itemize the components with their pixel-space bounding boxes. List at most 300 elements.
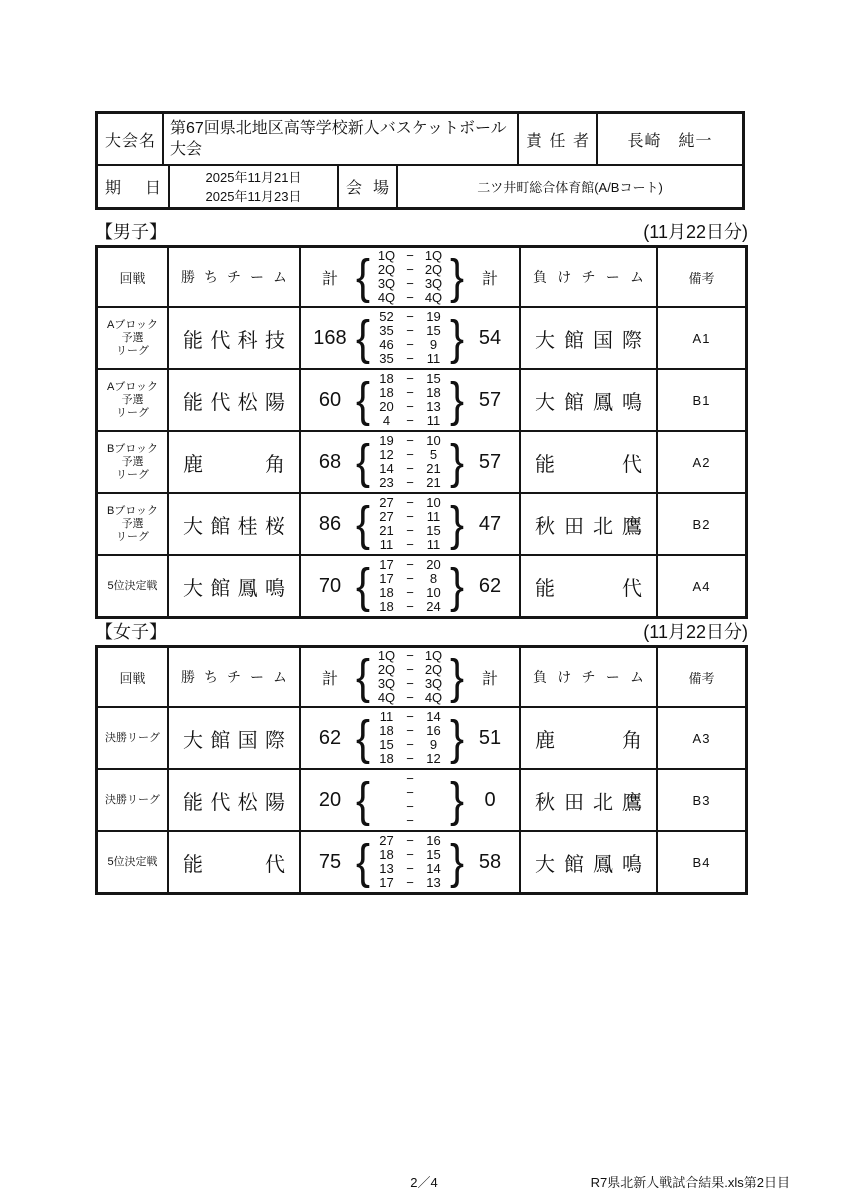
score-cell [301, 770, 521, 830]
winner-name: 大館桂桜 [183, 515, 285, 538]
winner-total: 62 [318, 726, 342, 749]
loser-name: 大館鳳鳴 [535, 853, 642, 876]
loser-cell [521, 308, 658, 368]
score-dash: − [406, 309, 414, 324]
note-header-cell [658, 648, 745, 706]
quarter-winner-score: 18 [379, 585, 394, 600]
score-cell [301, 708, 521, 768]
quarter-scores [373, 649, 447, 705]
winner-total: 70 [318, 574, 342, 597]
score-dash: − [406, 662, 414, 677]
tournament-info-table [95, 111, 745, 210]
quarter-loser-score: 4Q [424, 290, 443, 305]
round-line: 予選 [121, 455, 144, 468]
loser-header-cell [521, 648, 658, 706]
score-dash: − [406, 351, 414, 366]
quarter-loser-score: 16 [426, 723, 441, 738]
quarter-loser-score: 11 [426, 537, 441, 552]
winner-cell [169, 370, 301, 430]
right-brace-glyph: } [450, 834, 465, 889]
note-header-label: 備考 [688, 270, 715, 286]
section-date-note-women: (11月22日分) [643, 622, 748, 642]
quarter-loser-score: 14 [426, 861, 441, 876]
score-dash: − [406, 847, 414, 862]
quarter-loser-score: 24 [426, 599, 441, 614]
round-line: リーグ [116, 468, 149, 481]
round-line: リーグ [116, 406, 149, 419]
quarter-scores [373, 558, 447, 614]
note-cell [658, 832, 745, 892]
winner-cell [169, 432, 301, 492]
loser-name: 秋田北鷹 [535, 515, 642, 538]
quarter-winner-score: 15 [379, 737, 394, 752]
quarter-row-1 [373, 434, 447, 448]
loser-total: 57 [478, 388, 502, 411]
right-brace-glyph: } [450, 434, 465, 489]
score-dash: − [406, 690, 414, 705]
loser-cell [521, 708, 658, 768]
quarter-row-1 [373, 710, 447, 724]
quarter-row-4 [373, 691, 447, 705]
section-title-men: 【男子】 [95, 222, 167, 242]
quarter-row-3 [373, 738, 447, 752]
score-dash: − [406, 737, 414, 752]
score-block [301, 649, 519, 705]
quarter-winner-score: 18 [379, 723, 394, 738]
loser-name: 能代 [535, 577, 642, 600]
quarter-scores [373, 372, 447, 428]
quarter-winner-score: 46 [379, 337, 394, 352]
note-cell [658, 308, 745, 368]
left-brace-glyph: { [355, 772, 370, 827]
score-dash: − [406, 723, 414, 738]
score-dash: − [406, 371, 414, 386]
winner-name: 鹿角 [183, 453, 285, 476]
loser-cell [521, 832, 658, 892]
left-brace-glyph: { [355, 496, 370, 551]
quarter-winner-score [373, 772, 400, 786]
winner-name: 大館国際 [183, 729, 285, 752]
quarter-loser-score [420, 814, 447, 828]
round-cell [98, 770, 169, 830]
score-block [301, 372, 519, 428]
section-title-women: 【女子】 [95, 622, 167, 642]
score-block [301, 710, 519, 766]
score-block [301, 558, 519, 614]
quarter-loser-score: 14 [426, 709, 441, 724]
date-line-2: 2025年11月23日 [205, 188, 302, 204]
quarter-row-2 [373, 848, 447, 862]
quarter-row-1 [373, 496, 447, 510]
quarter-loser-score: 13 [426, 875, 441, 890]
round-line: 予選 [121, 331, 144, 344]
quarter-winner-score: 35 [379, 323, 394, 338]
loser-header-label: 負けチーム [533, 669, 644, 685]
date-label-cell [98, 166, 170, 207]
score-dash: − [406, 262, 414, 277]
quarter-row-3 [373, 800, 447, 814]
winner-name: 能代科技 [183, 329, 285, 352]
right-brace-glyph: } [450, 496, 465, 551]
score-dash: − [406, 433, 414, 448]
dates-cell [170, 166, 339, 207]
round-cell [98, 708, 169, 768]
quarter-loser-score: 12 [426, 751, 441, 766]
quarter-row-2 [373, 724, 447, 738]
round-header-label: 回戦 [119, 270, 146, 286]
winner-total: 168 [313, 326, 347, 349]
quarter-row-2 [373, 663, 447, 677]
quarter-winner-score: 52 [379, 309, 394, 324]
results-table-women [95, 645, 748, 895]
result-row [98, 494, 745, 556]
score-dash: − [406, 676, 414, 691]
score-block [301, 434, 519, 490]
result-row [98, 708, 745, 770]
winner-header-cell [169, 248, 301, 306]
quarter-loser-score: 13 [426, 399, 441, 414]
score-cell [301, 494, 521, 554]
note-cell [658, 556, 745, 616]
note-cell [658, 708, 745, 768]
quarter-row-1 [373, 834, 447, 848]
venue-label: 会場 [346, 180, 389, 197]
quarter-winner-score [373, 800, 400, 814]
quarter-winner-score: 12 [379, 447, 394, 462]
score-header-cell [301, 248, 521, 306]
score-dash: − [406, 833, 414, 848]
quarter-loser-score: 3Q [424, 676, 443, 691]
quarter-row-2 [373, 510, 447, 524]
loser-cell [521, 432, 658, 492]
quarter-winner-score [373, 814, 400, 828]
result-row [98, 832, 745, 892]
left-brace-glyph: { [355, 558, 370, 613]
score-dash: − [406, 495, 414, 510]
note-cell [658, 494, 745, 554]
note-value: A2 [692, 454, 711, 470]
winner-total: 60 [318, 388, 342, 411]
quarter-loser-score: 1Q [424, 248, 443, 263]
quarter-row-4 [373, 414, 447, 428]
left-brace-glyph: { [355, 834, 370, 889]
quarter-row-4 [373, 876, 447, 890]
quarter-loser-score: 15 [426, 523, 441, 538]
section-heading-men [95, 218, 748, 244]
quarter-winner-score: 4 [382, 413, 391, 428]
quarter-winner-score: 35 [379, 351, 394, 366]
note-value: B1 [692, 392, 711, 408]
quarter-row-4 [373, 352, 447, 366]
quarter-loser-score: 11 [426, 509, 441, 524]
quarter-row-3 [373, 277, 447, 291]
quarter-winner-score: 2Q [377, 662, 396, 677]
quarter-row-2 [373, 386, 447, 400]
quarter-row-2 [373, 263, 447, 277]
note-value: B3 [692, 792, 711, 808]
quarter-scores [373, 772, 447, 828]
loser-total: 54 [478, 326, 502, 349]
score-dash: − [406, 447, 414, 462]
result-row [98, 770, 745, 832]
quarter-scores [373, 710, 447, 766]
winner-name: 大館鳳鳴 [183, 577, 285, 600]
score-dash: − [406, 413, 414, 428]
score-dash: − [406, 599, 414, 614]
quarter-loser-score: 9 [429, 337, 438, 352]
loser-total: 0 [484, 788, 496, 811]
score-dash: − [406, 585, 414, 600]
quarter-row-3 [373, 862, 447, 876]
quarter-scores [373, 249, 447, 305]
quarter-row-2 [373, 448, 447, 462]
table-header-row [98, 648, 745, 708]
quarter-winner-score: 27 [379, 833, 394, 848]
score-dash: − [406, 523, 414, 538]
score-block [301, 496, 519, 552]
score-dash: − [406, 399, 414, 414]
loser-total: 51 [478, 726, 502, 749]
quarter-loser-score: 2Q [424, 662, 443, 677]
page-number: 2／4 [410, 1175, 438, 1190]
right-brace-glyph: } [450, 372, 465, 427]
left-brace-glyph: { [355, 434, 370, 489]
round-header-label: 回戦 [119, 670, 146, 686]
winner-total: 75 [318, 850, 342, 873]
quarter-winner-score: 2Q [377, 262, 396, 277]
tournament-label-cell [98, 114, 164, 164]
manager-label-cell [519, 114, 598, 164]
quarter-winner-score: 3Q [377, 276, 396, 291]
quarter-winner-score: 27 [379, 509, 394, 524]
round-line: リーグ [116, 530, 149, 543]
section-heading-women [95, 618, 748, 644]
quarter-scores [373, 434, 447, 490]
quarter-loser-score [420, 772, 447, 786]
score-cell [301, 370, 521, 430]
winner-header-cell [169, 648, 301, 706]
score-dash: − [406, 813, 414, 828]
winner-cell [169, 832, 301, 892]
quarter-loser-score: 11 [426, 351, 441, 366]
quarter-loser-score: 15 [426, 371, 441, 386]
loser-cell [521, 370, 658, 430]
left-brace-glyph: { [355, 372, 370, 427]
left-brace-glyph: { [355, 249, 370, 304]
quarter-loser-score: 16 [426, 833, 441, 848]
note-cell [658, 770, 745, 830]
right-brace-glyph: } [450, 249, 465, 304]
venue-name: 二ツ井町総合体育館(A/Bコート) [477, 180, 663, 195]
winner-total: 86 [318, 512, 342, 535]
round-cell [98, 370, 169, 430]
right-brace-glyph: } [450, 710, 465, 765]
round-cell [98, 494, 169, 554]
round-line: Bブロック [106, 504, 159, 517]
loser-header-cell [521, 248, 658, 306]
score-block [301, 310, 519, 366]
score-dash: − [406, 571, 414, 586]
score-dash: − [406, 648, 414, 663]
quarter-winner-score: 18 [379, 599, 394, 614]
quarter-row-3 [373, 524, 447, 538]
quarter-row-4 [373, 538, 447, 552]
score-header-cell [301, 648, 521, 706]
score-dash: − [406, 875, 414, 890]
quarter-row-1 [373, 372, 447, 386]
round-line: 5位決定戦 [107, 855, 158, 868]
score-dash: − [406, 461, 414, 476]
loser-name: 秋田北鷹 [535, 791, 642, 814]
quarter-loser-score: 10 [426, 585, 441, 600]
score-dash: − [406, 537, 414, 552]
left-brace-glyph: { [355, 710, 370, 765]
score-dash: − [406, 799, 414, 814]
quarter-row-1 [373, 558, 447, 572]
left-brace-glyph: { [355, 649, 370, 704]
score-cell [301, 308, 521, 368]
quarter-loser-score: 15 [426, 323, 441, 338]
winner-cell [169, 708, 301, 768]
round-line: 決勝リーグ [105, 731, 160, 744]
quarter-winner-score: 11 [379, 709, 394, 724]
quarter-winner-score: 3Q [377, 676, 396, 691]
quarter-loser-score: 19 [426, 309, 441, 324]
right-brace-glyph: } [450, 558, 465, 613]
tournament-name-cell [164, 114, 519, 164]
score-dash: − [406, 475, 414, 490]
quarter-winner-score: 14 [379, 461, 394, 476]
winner-header-label: 勝ちチーム [181, 669, 287, 685]
quarter-row-3 [373, 400, 447, 414]
quarter-loser-score: 3Q [424, 276, 443, 291]
right-brace-glyph: } [450, 772, 465, 827]
quarter-row-1 [373, 249, 447, 263]
quarter-loser-score: 20 [426, 557, 441, 572]
quarter-loser-score [420, 786, 447, 800]
round-cell [98, 832, 169, 892]
result-row [98, 556, 745, 616]
venue-name-cell [398, 166, 742, 207]
quarter-winner-score: 4Q [377, 690, 396, 705]
loser-cell [521, 556, 658, 616]
winner-cell [169, 770, 301, 830]
round-line: 予選 [121, 393, 144, 406]
quarter-winner-score: 4Q [377, 290, 396, 305]
score-dash: − [406, 709, 414, 724]
quarter-winner-score: 18 [379, 371, 394, 386]
quarter-winner-score: 19 [379, 433, 394, 448]
quarter-row-3 [373, 586, 447, 600]
right-brace-glyph: } [450, 310, 465, 365]
result-row [98, 308, 745, 370]
round-cell [98, 432, 169, 492]
quarter-row-2 [373, 324, 447, 338]
page-footer [0, 1172, 848, 1192]
quarter-winner-score: 11 [379, 537, 394, 552]
quarter-winner-score: 21 [379, 523, 394, 538]
winner-cell [169, 556, 301, 616]
note-value: B4 [692, 854, 711, 870]
results-table-men [95, 245, 748, 619]
quarter-loser-score: 18 [426, 385, 441, 400]
info-row-tournament [98, 114, 742, 166]
loser-name: 大館鳳鳴 [535, 391, 642, 414]
score-dash: − [406, 771, 414, 786]
score-cell [301, 832, 521, 892]
file-name-label: R7県北新人戦試合結果.xls第2日目 [590, 1175, 790, 1190]
loser-total: 57 [478, 450, 502, 473]
manager-name-cell [598, 114, 742, 164]
loser-total: 62 [478, 574, 502, 597]
note-value: B2 [692, 516, 711, 532]
note-value: A1 [692, 330, 711, 346]
score-block [301, 834, 519, 890]
quarter-loser-score: 21 [426, 475, 441, 490]
quarter-loser-score: 15 [426, 847, 441, 862]
score-dash: − [406, 276, 414, 291]
quarter-row-4 [373, 476, 447, 490]
total-header-right: 計 [482, 670, 499, 688]
loser-name: 大館国際 [535, 329, 642, 352]
note-cell [658, 432, 745, 492]
section-date-note-men: (11月22日分) [643, 222, 748, 242]
score-dash: − [406, 751, 414, 766]
quarter-loser-score: 10 [426, 433, 441, 448]
tournament-name: 第67回県北地区高等学校新人バスケットボール大会 [170, 120, 507, 158]
winner-name: 能代松陽 [183, 791, 285, 814]
date-label: 期日 [105, 180, 161, 197]
round-cell [98, 556, 169, 616]
quarter-loser-score: 21 [426, 461, 441, 476]
score-block [301, 249, 519, 305]
quarter-row-4 [373, 291, 447, 305]
table-header-row [98, 248, 745, 308]
score-cell [301, 556, 521, 616]
quarter-winner-score: 27 [379, 495, 394, 510]
score-dash: − [406, 323, 414, 338]
quarter-row-2 [373, 572, 447, 586]
loser-name: 能代 [535, 453, 642, 476]
note-value: A3 [692, 730, 711, 746]
date-line-1: 2025年11月21日 [205, 169, 302, 185]
loser-total: 47 [478, 512, 502, 535]
winner-name: 能代松陽 [183, 391, 285, 414]
quarter-winner-score: 17 [379, 875, 394, 890]
score-dash: − [406, 290, 414, 305]
round-line: 決勝リーグ [105, 793, 160, 806]
winner-total: 68 [318, 450, 342, 473]
round-line: 予選 [121, 517, 144, 530]
quarter-scores [373, 834, 447, 890]
round-header-cell [98, 648, 169, 706]
quarter-winner-score: 13 [379, 861, 394, 876]
manager-name: 長崎 純一 [627, 132, 713, 150]
score-cell [301, 432, 521, 492]
loser-name: 鹿角 [535, 729, 642, 752]
quarter-winner-score [373, 786, 400, 800]
quarter-row-1 [373, 310, 447, 324]
quarter-winner-score: 20 [379, 399, 394, 414]
winner-cell [169, 308, 301, 368]
loser-cell [521, 770, 658, 830]
quarter-row-1 [373, 649, 447, 663]
loser-cell [521, 494, 658, 554]
quarter-loser-score: 10 [426, 495, 441, 510]
venue-label-cell [339, 166, 398, 207]
note-header-cell [658, 248, 745, 306]
right-brace-glyph: } [450, 649, 465, 704]
